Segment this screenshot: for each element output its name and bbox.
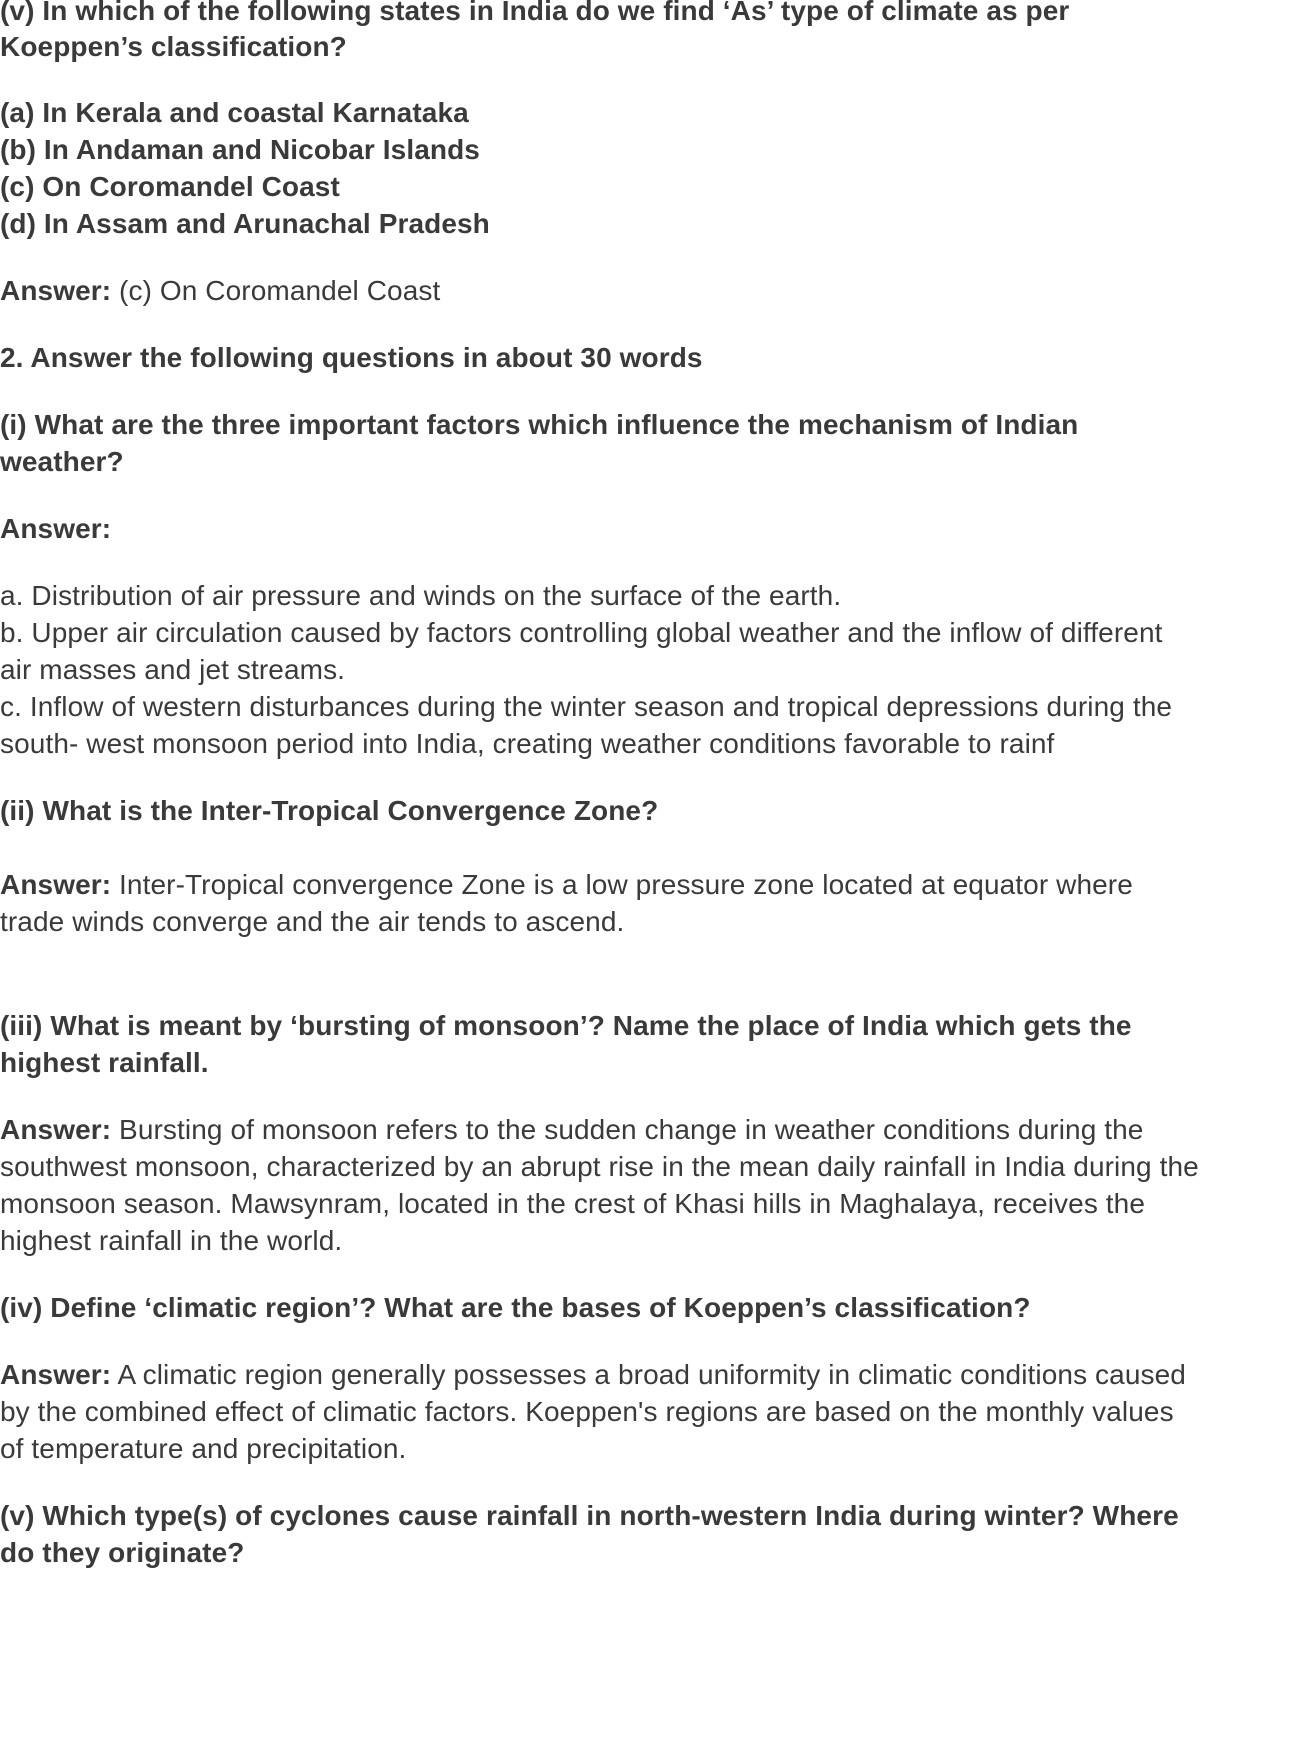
- q5-option-d: (d) In Assam and Arunachal Pradesh: [0, 208, 490, 239]
- qiv-answer-line-3: of temperature and precipitation.: [0, 1433, 407, 1464]
- qiv-answer-line-1: [0, 1358, 1186, 1392]
- qi-answer-line-1: a. Distribution of air pressure and winds on the surface of the earth.: [0, 580, 842, 611]
- answer-label: Answer:: [0, 1359, 112, 1390]
- qiii-answer-line-1: [0, 1113, 1143, 1147]
- q5-option-b: (b) In Andaman and Nicobar Islands: [0, 134, 480, 165]
- qi-question-line-1: (i) What are the three important factors which influence the mechanism of Indian: [0, 409, 1079, 440]
- qii-question: (ii) What is the Inter-Tropical Convergence Zone?: [0, 795, 659, 826]
- q5-question-line-1: (v) In which of the following states in India do we find ‘As’ type of climate as per: [0, 0, 1070, 26]
- qi-answer-label: Answer:: [0, 513, 112, 544]
- qi-answer-line-4: c. Inflow of western disturbances during the winter season and tropical depressions during the: [0, 691, 1173, 722]
- answer-label: Answer:: [0, 1114, 112, 1145]
- qiv-answer-line-2: by the combined effect of climatic factors. Koeppen's regions are based on the monthly values: [0, 1396, 1174, 1427]
- qi-question-line-2: weather?: [0, 446, 124, 477]
- qv-question-line-2: do they originate?: [0, 1537, 245, 1568]
- qi-answer-line-5: south- west monsoon period into India, creating weather conditions favorable to rainf: [0, 728, 1055, 759]
- q5-answer-text: (c) On Coromandel Coast: [111, 275, 441, 306]
- qi-answer-line-3: air masses and jet streams.: [0, 654, 346, 685]
- answer-label: Answer:: [0, 869, 112, 900]
- qi-answer-line-2: b. Upper air circulation caused by factors controlling global weather and the inflow of different: [0, 617, 1163, 648]
- qiii-answer-line-2: southwest monsoon, characterized by an abrupt rise in the mean daily rainfall in India during the: [0, 1151, 1199, 1182]
- qiv-question: (iv) Define ‘climatic region’? What are the bases of Koeppen’s classification?: [0, 1292, 1031, 1323]
- q5-option-c: (c) On Coromandel Coast: [0, 171, 340, 202]
- qv-question-line-1: (v) Which type(s) of cyclones cause rainfall in north-western India during winter? Where: [0, 1500, 1179, 1531]
- qii-answer-line-1: [0, 868, 1133, 902]
- qiv-answer-text: A climatic region generally possesses a broad uniformity in climatic conditions caused: [111, 1359, 1186, 1390]
- qiii-answer-line-4: highest rainfall in the world.: [0, 1225, 343, 1256]
- section-2-heading: 2. Answer the following questions in about 30 words: [0, 342, 703, 373]
- q5-option-a: (a) In Kerala and coastal Karnataka: [0, 97, 469, 128]
- qiii-question-line-2: highest rainfall.: [0, 1047, 209, 1078]
- answer-label: Answer:: [0, 275, 112, 306]
- qiii-answer-line-3: monsoon season. Mawsynram, located in the crest of Khasi hills in Maghalaya, receives the: [0, 1188, 1146, 1219]
- q5-question-line-2: Koeppen’s classification?: [0, 31, 347, 62]
- q5-answer: [0, 274, 440, 308]
- qiii-question-line-1: (iii) What is meant by ‘bursting of monsoon’? Name the place of India which gets the: [0, 1010, 1132, 1041]
- qii-answer-line-2: trade winds converge and the air tends to ascend.: [0, 906, 625, 937]
- qii-answer-text: Inter-Tropical convergence Zone is a low pressure zone located at equator where: [111, 869, 1133, 900]
- qiii-answer-text: Bursting of monsoon refers to the sudden change in weather conditions during the: [111, 1114, 1144, 1145]
